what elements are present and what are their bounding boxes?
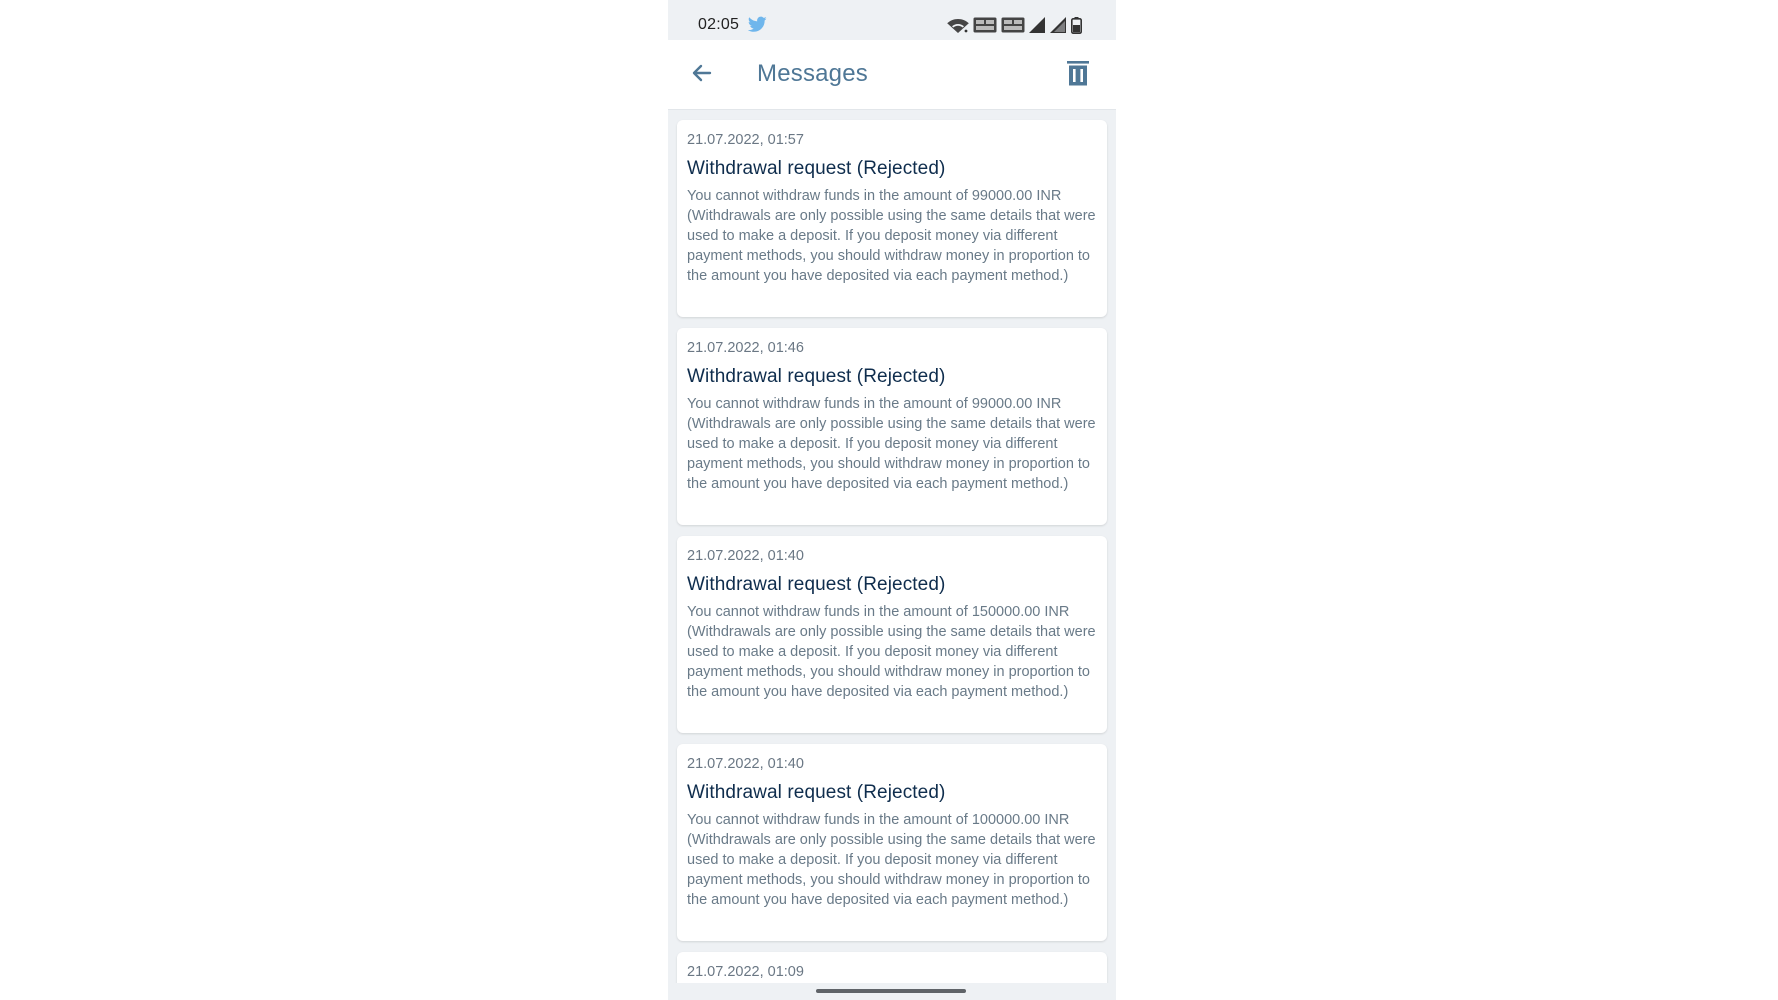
message-body: You cannot withdraw funds in the amount of 99000.00 INR (Withdrawals are only possible using the same details that were used to make a deposit. If you deposit money via different payment methods, you should withdraw money in proportion to the amount you have deposited via each payment method.) xyxy=(687,396,1096,492)
message-list xyxy=(677,120,1107,1000)
message-title: Withdrawal request (Rejected) xyxy=(687,782,946,803)
message-card[interactable] xyxy=(677,744,1107,941)
status-icons xyxy=(947,15,1082,35)
volte-2-icon xyxy=(1001,17,1025,33)
message-body: You cannot withdraw funds in the amount of 150000.00 INR (Withdrawals are only possible using the same details that were used to make a deposit. If you deposit money via different payment methods, you should withdraw money in proportion to the amount you have deposited via each payment method.) xyxy=(687,604,1096,700)
message-title: Withdrawal request (Rejected) xyxy=(687,158,946,179)
page-title: Messages xyxy=(757,60,868,87)
wifi-icon xyxy=(947,17,969,33)
message-date: 21.07.2022, 01:09 xyxy=(687,964,804,980)
message-title: Withdrawal request (Rejected) xyxy=(687,574,946,595)
status-time: 02:05 xyxy=(698,16,740,33)
delete-all-button[interactable] xyxy=(1062,59,1094,91)
phone-screen xyxy=(668,0,1116,1000)
message-date: 21.07.2022, 01:46 xyxy=(687,340,804,356)
arrow-left-icon xyxy=(690,61,714,90)
volte-icon xyxy=(973,17,997,33)
message-card[interactable] xyxy=(677,120,1107,317)
message-title: Withdrawal request (Rejected) xyxy=(687,366,946,387)
twitter-icon xyxy=(748,16,767,33)
trash-icon xyxy=(1067,60,1089,91)
message-date: 21.07.2022, 01:40 xyxy=(687,756,804,772)
app-bar xyxy=(668,40,1116,110)
signal-2-icon xyxy=(1050,17,1067,33)
home-indicator[interactable] xyxy=(816,989,966,993)
message-date: 21.07.2022, 01:57 xyxy=(687,132,804,148)
signal-icon xyxy=(1029,17,1046,33)
message-date: 21.07.2022, 01:40 xyxy=(687,548,804,564)
back-button[interactable] xyxy=(686,59,718,91)
message-card[interactable] xyxy=(677,536,1107,733)
status-bar xyxy=(668,0,1116,40)
message-body: You cannot withdraw funds in the amount of 100000.00 INR (Withdrawals are only possible using the same details that were used to make a deposit. If you deposit money via different payment methods, you should withdraw money in proportion to the amount you have deposited via each payment method.) xyxy=(687,812,1096,908)
message-card[interactable] xyxy=(677,328,1107,525)
message-body: You cannot withdraw funds in the amount of 99000.00 INR (Withdrawals are only possible using the same details that were used to make a deposit. If you deposit money via different payment methods, you should withdraw money in proportion to the amount you have deposited via each payment method.) xyxy=(687,188,1096,284)
battery-icon xyxy=(1071,17,1082,34)
